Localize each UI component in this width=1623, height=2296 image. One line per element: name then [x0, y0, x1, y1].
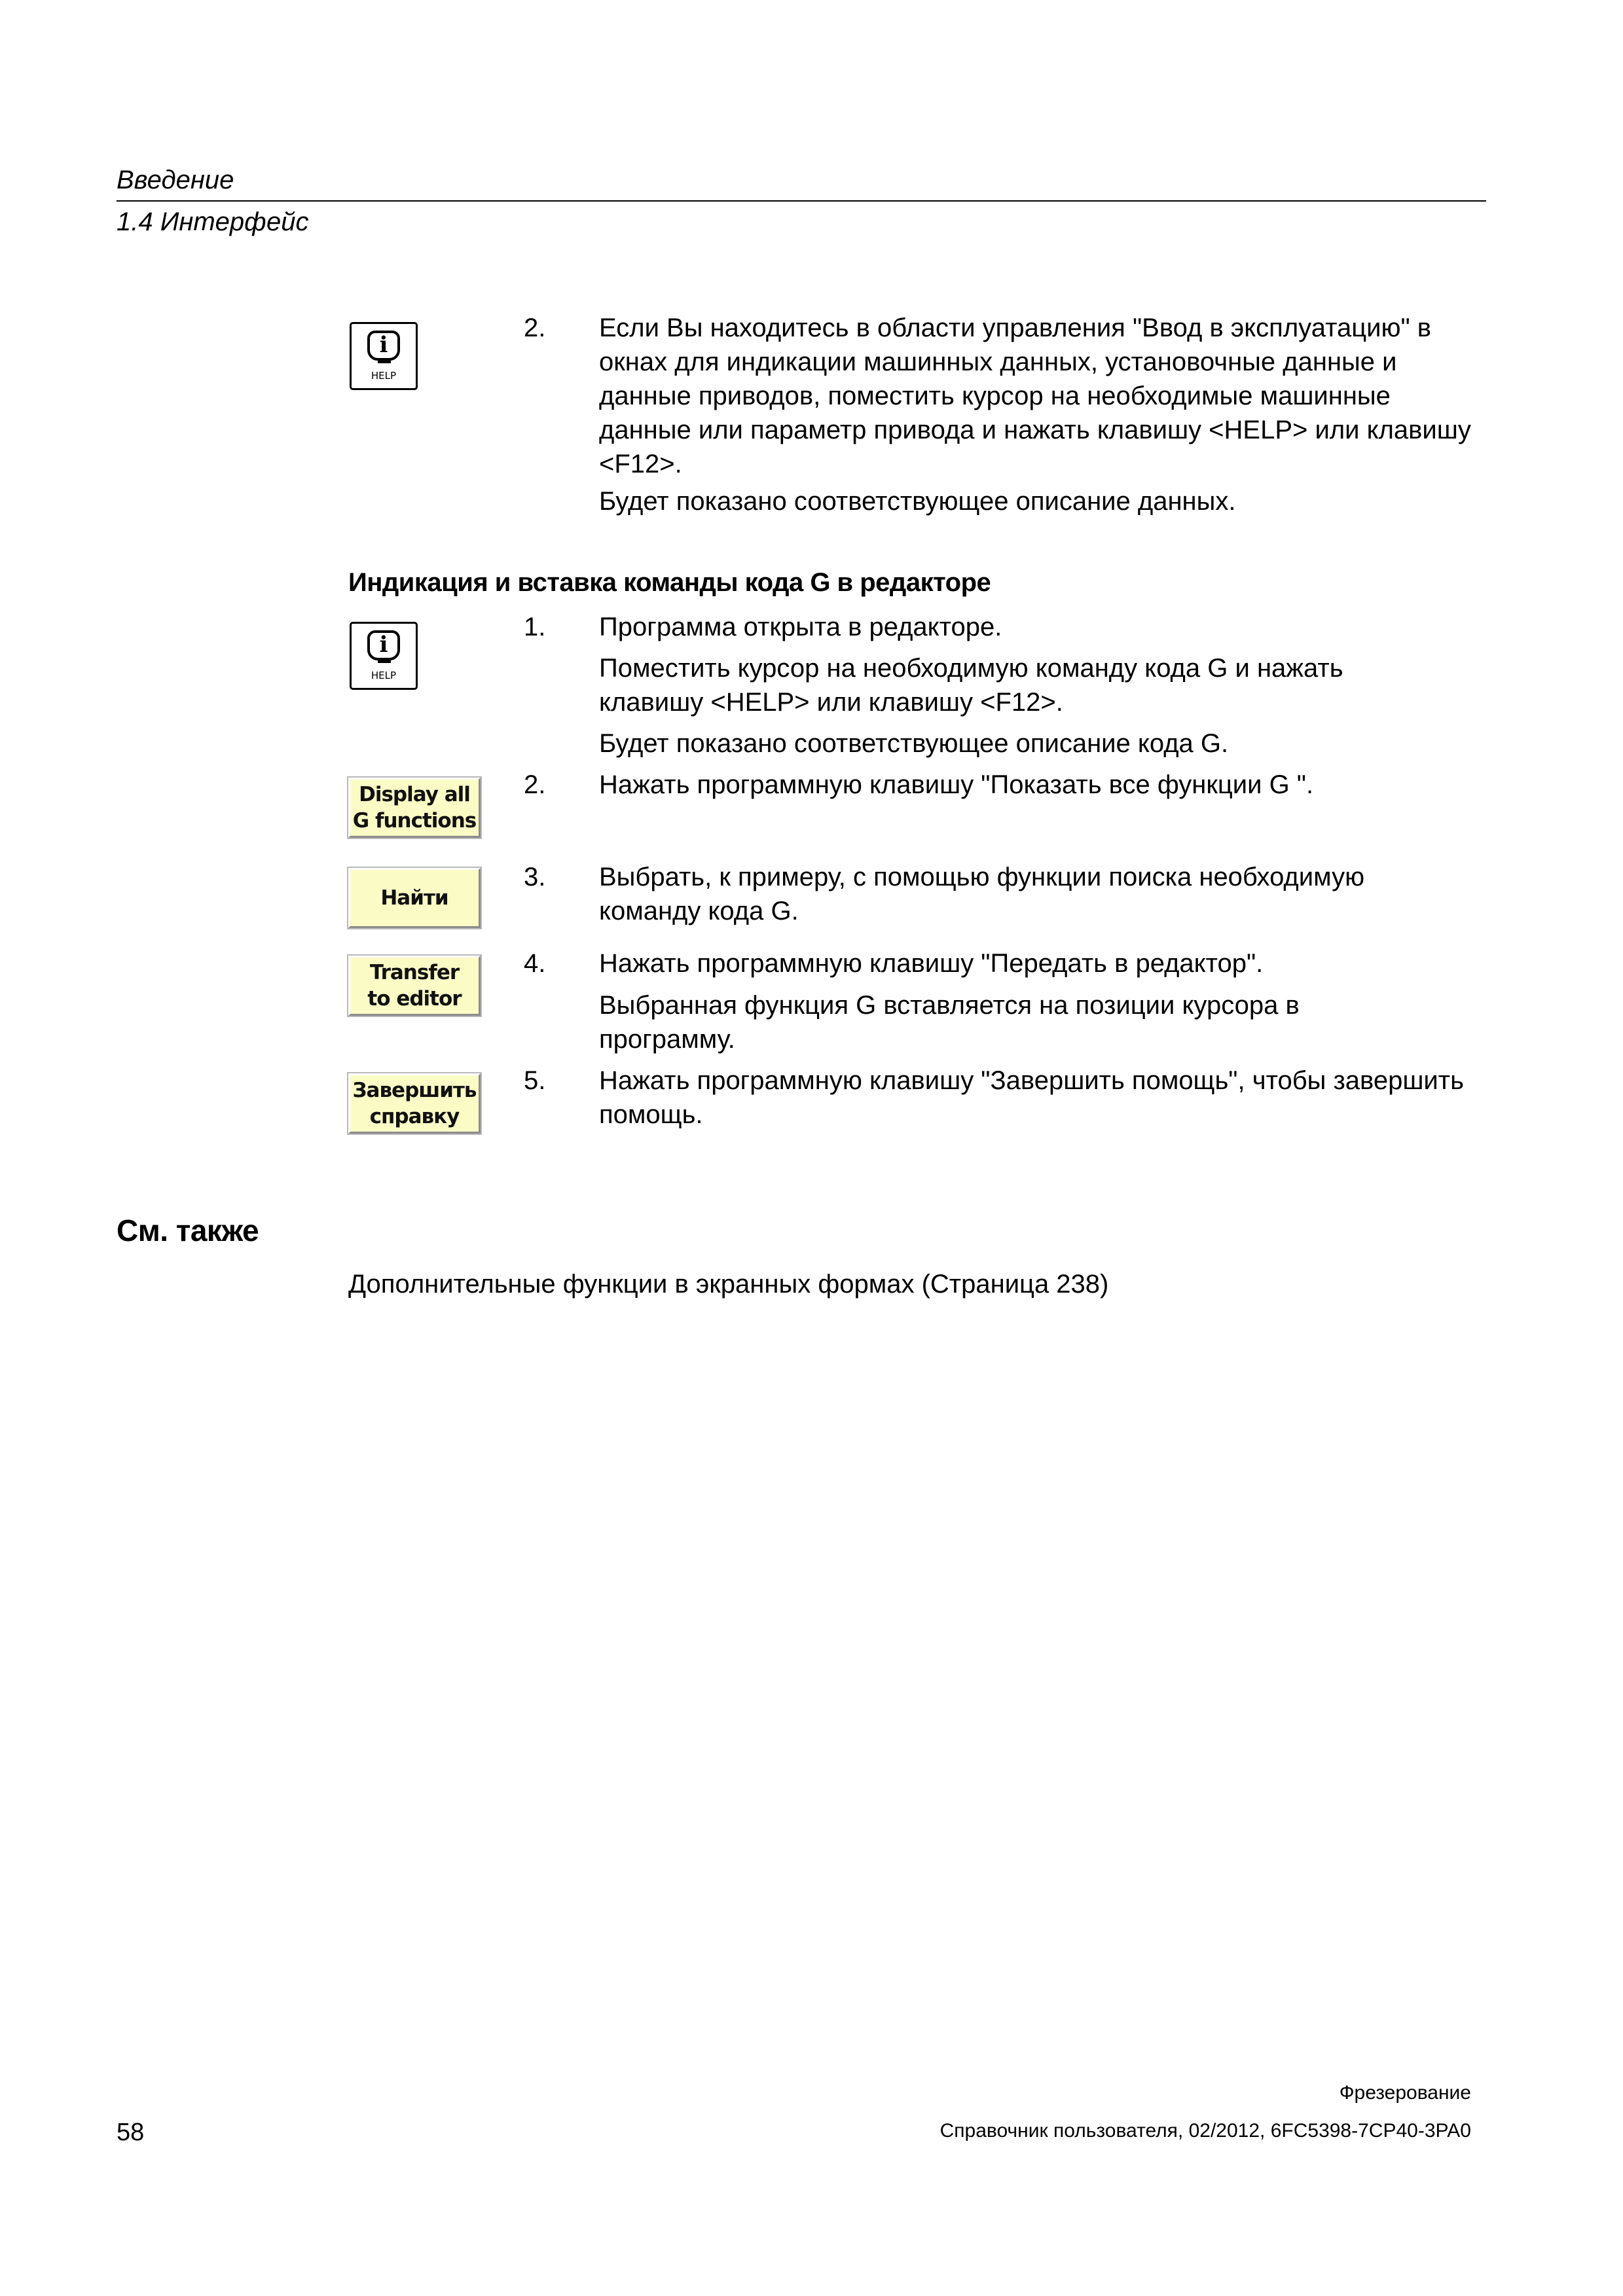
- step-number: 2.: [524, 770, 546, 799]
- help-key-icon: [350, 322, 418, 390]
- display-all-g-functions-softkey[interactable]: Display all G functions: [348, 778, 481, 838]
- see-also-heading: См. также: [117, 1213, 259, 1247]
- step-text: Если Вы находитесь в области управления "Ввод в эксплуатацию" в окнах для индикации машинных данных, установочные данные и данные приводов, поместить курсор на необходимые машинные данные или параметр привода и нажать клавишу <HELP> или клавишу <F12>.: [599, 314, 1471, 478]
- transfer-to-editor-softkey[interactable]: Transfer to editor: [348, 956, 481, 1016]
- step-result: Будет показано соответствующее описание кода G.: [599, 729, 1229, 758]
- section-heading: Индикация и вставка команды кода G в редакторе: [348, 568, 991, 597]
- page-number: 58: [117, 2119, 145, 2146]
- step-result: Выбранная функция G вставляется на позиции курсора в программу.: [599, 991, 1300, 1054]
- footer-product: Фрезерование: [1339, 2082, 1471, 2104]
- finish-help-softkey[interactable]: Завершить справку: [348, 1073, 481, 1134]
- help-key-label: HELP: [371, 670, 397, 681]
- help-key-icon: [350, 622, 418, 690]
- step-text: Нажать программную клавишу "Показать все функции G ".: [599, 770, 1314, 799]
- step-number: 1.: [524, 613, 546, 641]
- header-section: 1.4 Интерфейс: [117, 207, 309, 236]
- header-chapter: Введение: [117, 166, 234, 194]
- help-key-label: HELP: [371, 370, 397, 382]
- step-text: Нажать программную клавишу "Передать в редактор".: [599, 949, 1264, 978]
- step-text: Нажать программную клавишу "Завершить помощь", чтобы завершить помощь.: [599, 1066, 1464, 1129]
- step-text: Программа открыта в редакторе.: [599, 613, 1002, 641]
- step-number: 5.: [524, 1066, 546, 1095]
- see-also-link[interactable]: Дополнительные функции в экранных формах (Страница 238): [348, 1270, 1109, 1299]
- info-icon: i: [367, 630, 400, 660]
- step-text: Поместить курсор на необходимую команду кода G и нажать клавишу <HELP> или клавишу <F12>.: [599, 654, 1343, 717]
- step-number: 3.: [524, 863, 546, 891]
- footer-manual: Справочник пользователя, 02/2012, 6FC5398-7CP40-3PA0: [939, 2120, 1471, 2142]
- header-rule: [117, 200, 1486, 202]
- find-softkey[interactable]: Найти: [348, 868, 481, 928]
- step-number: 4.: [524, 949, 546, 978]
- step-text: Выбрать, к примеру, с помощью функции поиска необходимую команду кода G.: [599, 863, 1365, 925]
- step-result: Будет показано соответствующее описание данных.: [599, 487, 1236, 516]
- info-icon: i: [367, 331, 400, 361]
- step-number: 2.: [524, 314, 546, 342]
